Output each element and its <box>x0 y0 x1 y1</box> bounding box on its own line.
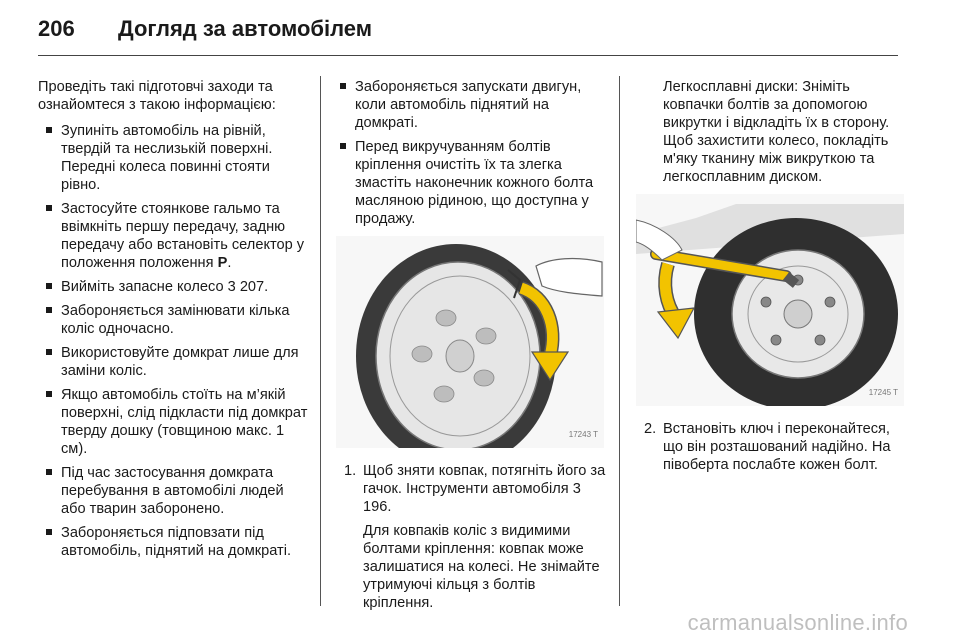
figure-code: 17245 T <box>868 388 898 397</box>
selector-position-p: P <box>217 255 228 271</box>
column-divider-1 <box>320 76 321 606</box>
list-item-end: . <box>227 255 232 271</box>
step-text: Встановіть ключ і переконайтеся, що він розташований надійно. На півоберта послабте кожен болт. <box>663 421 891 473</box>
alloy-wheel-note: Легкосплавні диски: Зніміть ковпачки болтів за допомогою викрутки і відкладіть їх в сторону. Щоб захистити колесо, покладіть м'яку тканину між викруткою та легкосплавним диском. <box>663 79 890 185</box>
wheel-wrench-illustration <box>636 194 904 406</box>
list-item: Використовуйте домкрат лише для заміни коліс. <box>42 344 310 380</box>
list-item: Якщо автомобіль стоїть на м’якій поверхні, слід підкласти під домкрат тверду дошку (товщиною макс. 1 см). <box>42 386 310 458</box>
page-reference: 196. <box>363 499 392 515</box>
step-number: 1. <box>344 463 357 479</box>
list-item: Під час застосування домкрата перебування в автомобілі людей або тварин заборонено. <box>42 464 310 518</box>
page-reference: 207. <box>239 279 269 295</box>
column-3 <box>636 78 908 480</box>
figure-code: 17243 T <box>568 430 598 439</box>
header-rule <box>38 55 898 56</box>
warning-list <box>336 78 608 228</box>
list-item-text: Застосуйте стоянкове гальмо та ввімкніть першу передачу, задню передачу або встановіть селектор у положення положення <box>61 201 305 271</box>
list-item <box>42 278 310 296</box>
step-1 <box>336 462 608 612</box>
page-number: 206 <box>38 16 75 41</box>
hubcap-removal-illustration <box>336 236 604 448</box>
column-divider-2 <box>619 76 620 606</box>
list-item <box>42 200 310 272</box>
hubcap-removal-figure <box>336 236 604 448</box>
page-title: Догляд за автомобілем <box>118 16 373 41</box>
page-reference-arrow-icon: 3 <box>227 279 236 295</box>
list-item-text: Вийміть запасне колесо <box>61 279 224 295</box>
column-1 <box>38 78 310 566</box>
intro-paragraph: Проведіть такі підготовчі заходи та ознайомтеся з такою інформацією: <box>38 79 276 113</box>
step-number: 2. <box>644 421 657 437</box>
wrench-figure <box>636 194 904 406</box>
list-item: Забороняється підповзати під автомобіль, піднятий на домкраті. <box>42 524 310 560</box>
step-2 <box>636 420 908 474</box>
step-note: Для ковпаків коліс з видимими болтами кріплення: ковпак може залишатися на колесі. Не знімайте утримуючі кільця з болтів кріплення. <box>363 523 600 611</box>
preparation-list <box>42 122 310 560</box>
list-item: Забороняється запускати двигун, коли автомобіль піднятий на домкраті. <box>336 78 608 132</box>
step-text: Щоб зняти ковпак, потягніть його за гачок. Інструменти автомобіля <box>363 463 606 497</box>
page-reference-arrow-icon: 3 <box>572 481 581 497</box>
list-item: Забороняється замінювати кілька коліс одночасно. <box>42 302 310 338</box>
column-2 <box>336 78 608 618</box>
watermark: carmanualsonline.info <box>687 610 908 635</box>
list-item: Зупиніть автомобіль на рівній, твердій та неслизькій поверхні. Передні колеса повинні стояти рівно. <box>42 122 310 194</box>
list-item: Перед викручуванням болтів кріплення очистіть їх та злегка змастіть наконечник кожного болта масляною рідиною, що доступна у продажу. <box>336 138 608 228</box>
